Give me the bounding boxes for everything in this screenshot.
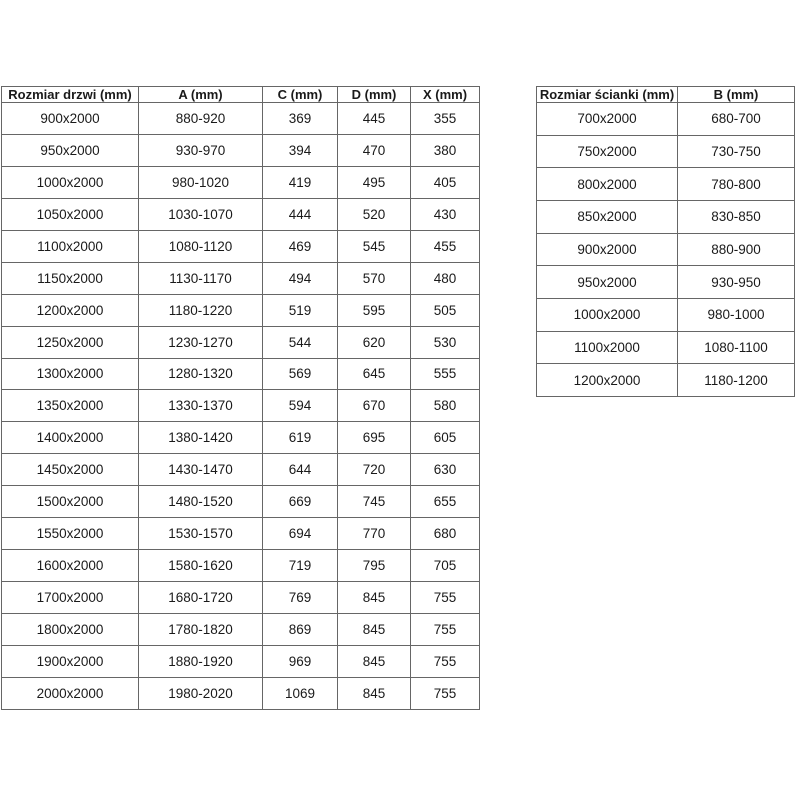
table-cell: 445: [338, 103, 411, 135]
table-cell: 644: [263, 454, 338, 486]
table-cell: 570: [338, 262, 411, 294]
table-cell: 1100x2000: [2, 230, 139, 262]
table-cell: 1600x2000: [2, 550, 139, 582]
table-row: [2, 166, 480, 198]
table-cell: 845: [338, 614, 411, 646]
table-cell: 594: [263, 390, 338, 422]
table-cell: 1200x2000: [537, 364, 678, 397]
table-row: [537, 298, 795, 331]
table-cell: 1700x2000: [2, 582, 139, 614]
table-cell: 1780-1820: [139, 614, 263, 646]
table-row: [2, 294, 480, 326]
table-cell: 880-920: [139, 103, 263, 135]
table-cell: 1180-1220: [139, 294, 263, 326]
table-cell: 869: [263, 614, 338, 646]
table-cell: 545: [338, 230, 411, 262]
table-row: [2, 582, 480, 614]
table-cell: 469: [263, 230, 338, 262]
table-cell: 480: [411, 262, 480, 294]
table-cell: 645: [338, 358, 411, 390]
table-cell: 580: [411, 390, 480, 422]
table-cell: 419: [263, 166, 338, 198]
table-cell: 755: [411, 645, 480, 677]
table-cell: 1180-1200: [678, 364, 795, 397]
table-cell: 380: [411, 134, 480, 166]
table-row: [537, 266, 795, 299]
table-cell: 1200x2000: [2, 294, 139, 326]
table-cell: 755: [411, 582, 480, 614]
column-header: A (mm): [139, 87, 263, 103]
table-cell: 1400x2000: [2, 422, 139, 454]
table-row: [537, 103, 795, 136]
table-row: [537, 364, 795, 397]
table-row: [2, 103, 480, 135]
table-cell: 405: [411, 166, 480, 198]
table-cell: 845: [338, 677, 411, 709]
table-cell: 519: [263, 294, 338, 326]
table-cell: 619: [263, 422, 338, 454]
table-cell: 569: [263, 358, 338, 390]
table-cell: 1380-1420: [139, 422, 263, 454]
table-cell: 1230-1270: [139, 326, 263, 358]
table-cell: 505: [411, 294, 480, 326]
table-cell: 845: [338, 582, 411, 614]
table-cell: 850x2000: [537, 200, 678, 233]
table-cell: 705: [411, 550, 480, 582]
table-cell: 800x2000: [537, 168, 678, 201]
table-cell: 1080-1100: [678, 331, 795, 364]
table-cell: 1550x2000: [2, 518, 139, 550]
table-cell: 745: [338, 486, 411, 518]
table-row: [2, 390, 480, 422]
table-cell: 595: [338, 294, 411, 326]
table-cell: 780-800: [678, 168, 795, 201]
table-row: [2, 518, 480, 550]
column-header: Rozmiar ścianki (mm): [537, 87, 678, 103]
door-table-header-row: [2, 87, 480, 103]
column-header: X (mm): [411, 87, 480, 103]
table-cell: 769: [263, 582, 338, 614]
column-header: C (mm): [263, 87, 338, 103]
table-cell: 544: [263, 326, 338, 358]
table-cell: 1980-2020: [139, 677, 263, 709]
table-cell: 1580-1620: [139, 550, 263, 582]
table-cell: 880-900: [678, 233, 795, 266]
table-cell: 750x2000: [537, 135, 678, 168]
table-cell: 1880-1920: [139, 645, 263, 677]
table-cell: 630: [411, 454, 480, 486]
table-row: [2, 645, 480, 677]
table-row: [2, 422, 480, 454]
table-cell: 555: [411, 358, 480, 390]
table-cell: 900x2000: [537, 233, 678, 266]
table-cell: 755: [411, 614, 480, 646]
table-cell: 900x2000: [2, 103, 139, 135]
table-cell: 369: [263, 103, 338, 135]
table-row: [537, 233, 795, 266]
table-cell: 930-950: [678, 266, 795, 299]
table-cell: 680-700: [678, 103, 795, 136]
table-cell: 680: [411, 518, 480, 550]
table-row: [537, 331, 795, 364]
table-cell: 430: [411, 198, 480, 230]
table-cell: 1430-1470: [139, 454, 263, 486]
table-row: [2, 454, 480, 486]
table-cell: 795: [338, 550, 411, 582]
table-cell: 1069: [263, 677, 338, 709]
table-cell: 495: [338, 166, 411, 198]
wall-panel-size-table-grid: [536, 86, 795, 397]
column-header: B (mm): [678, 87, 795, 103]
table-row: [537, 135, 795, 168]
table-cell: 845: [338, 645, 411, 677]
table-cell: 1800x2000: [2, 614, 139, 646]
door-size-table: [1, 86, 480, 710]
table-cell: 950x2000: [2, 134, 139, 166]
table-cell: 755: [411, 677, 480, 709]
table-row: [2, 134, 480, 166]
table-row: [2, 326, 480, 358]
table-row: [537, 168, 795, 201]
table-row: [2, 230, 480, 262]
table-cell: 1350x2000: [2, 390, 139, 422]
table-cell: 605: [411, 422, 480, 454]
table-cell: 1000x2000: [2, 166, 139, 198]
table-cell: 980-1020: [139, 166, 263, 198]
table-cell: 655: [411, 486, 480, 518]
wall-table-header-row: [537, 87, 795, 103]
table-cell: 355: [411, 103, 480, 135]
table-cell: 1330-1370: [139, 390, 263, 422]
table-cell: 700x2000: [537, 103, 678, 136]
table-cell: 830-850: [678, 200, 795, 233]
table-cell: 719: [263, 550, 338, 582]
table-cell: 520: [338, 198, 411, 230]
table-cell: 1100x2000: [537, 331, 678, 364]
table-cell: 1080-1120: [139, 230, 263, 262]
column-header: D (mm): [338, 87, 411, 103]
door-size-table-grid: [1, 86, 480, 710]
table-cell: 1130-1170: [139, 262, 263, 294]
table-cell: 1500x2000: [2, 486, 139, 518]
table-cell: 494: [263, 262, 338, 294]
table-row: [2, 198, 480, 230]
table-row: [2, 550, 480, 582]
table-cell: 1150x2000: [2, 262, 139, 294]
table-cell: 394: [263, 134, 338, 166]
table-row: [2, 358, 480, 390]
table-row: [2, 677, 480, 709]
table-row: [2, 262, 480, 294]
table-cell: 1250x2000: [2, 326, 139, 358]
table-cell: 930-970: [139, 134, 263, 166]
table-cell: 620: [338, 326, 411, 358]
table-cell: 1030-1070: [139, 198, 263, 230]
table-cell: 720: [338, 454, 411, 486]
table-cell: 530: [411, 326, 480, 358]
table-row: [2, 486, 480, 518]
table-cell: 695: [338, 422, 411, 454]
table-cell: 770: [338, 518, 411, 550]
table-cell: 1900x2000: [2, 645, 139, 677]
table-cell: 1280-1320: [139, 358, 263, 390]
table-cell: 950x2000: [537, 266, 678, 299]
table-cell: 980-1000: [678, 298, 795, 331]
table-cell: 1450x2000: [2, 454, 139, 486]
table-cell: 730-750: [678, 135, 795, 168]
table-cell: 969: [263, 645, 338, 677]
table-cell: 670: [338, 390, 411, 422]
table-cell: 470: [338, 134, 411, 166]
table-cell: 1530-1570: [139, 518, 263, 550]
table-cell: 1050x2000: [2, 198, 139, 230]
table-cell: 1480-1520: [139, 486, 263, 518]
wall-panel-size-table: [536, 86, 795, 397]
table-cell: 444: [263, 198, 338, 230]
column-header: Rozmiar drzwi (mm): [2, 87, 139, 103]
table-cell: 694: [263, 518, 338, 550]
table-cell: 1000x2000: [537, 298, 678, 331]
table-row: [2, 614, 480, 646]
table-cell: 1680-1720: [139, 582, 263, 614]
table-cell: 1300x2000: [2, 358, 139, 390]
table-row: [537, 200, 795, 233]
table-cell: 669: [263, 486, 338, 518]
table-cell: 2000x2000: [2, 677, 139, 709]
table-cell: 455: [411, 230, 480, 262]
